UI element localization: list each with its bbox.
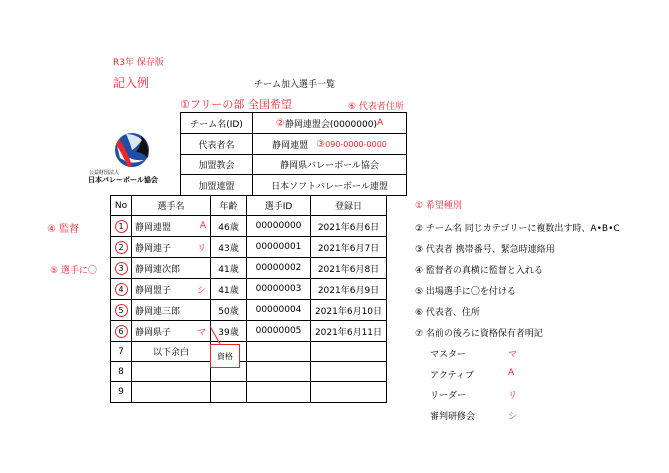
row-age: 50歳 (218, 306, 239, 317)
legend-item: ⑤ 出場選手に〇を付ける (415, 287, 516, 297)
assoc-value: 静岡県バレーボール協会 (280, 161, 379, 171)
row-id: 00000004 (255, 305, 302, 315)
row-no: 6 (111, 321, 131, 341)
row-name: 静岡連三郎 (135, 306, 181, 317)
row-date: 2021年6月7日 (317, 243, 380, 254)
association-logo (86, 130, 178, 186)
row-date: 2021年6月11日 (314, 327, 383, 338)
row-date: 2021年6月8日 (317, 264, 380, 275)
logo-small-text: 公益財団法人 (89, 170, 120, 176)
rep-cell (253, 134, 406, 154)
row-id: 00000000 (255, 221, 302, 231)
legend-item: ② チーム名 同じカテゴリーに複数出す時、A•B•C (415, 224, 620, 234)
row-no: 8 (118, 366, 124, 377)
logo-main-text: 日本バレーボール協会 (88, 176, 158, 184)
col-header-name: 選手名 (157, 202, 185, 212)
volleyball-logo-icon (86, 130, 178, 170)
edition-label: R3年 保存版 (113, 58, 164, 68)
team-name-suffix: A (376, 118, 384, 128)
marker-2: ② (275, 117, 285, 129)
qual-name: マスター (430, 350, 467, 360)
row-id: 00000002 (255, 263, 302, 273)
legend-item: ① 希望種別 (415, 201, 462, 211)
row-age: 46歳 (218, 222, 239, 233)
row-date: 2021年6月10日 (314, 306, 383, 317)
row-name: 静岡県子 マ (135, 327, 206, 338)
row-date: 2021年6月6日 (317, 222, 380, 233)
qual-name: リーダー (430, 391, 467, 401)
col-header-date: 登録日 (334, 202, 362, 212)
row-id: 00000003 (255, 284, 302, 294)
row-no: 2 (111, 237, 131, 257)
row-date: 2021年6月9日 (317, 285, 380, 296)
row-name: 静岡連子 リ (135, 243, 206, 254)
qual-mark: リ (508, 391, 518, 401)
qual-name: 審判研修会 (430, 412, 476, 422)
team-name-label: チーム名(ID) (190, 119, 243, 130)
example-label: 記入例 (113, 76, 150, 90)
rep-value: 静岡連盟 (272, 140, 309, 151)
row-age: 41歳 (218, 264, 239, 275)
row-age: 41歳 (218, 285, 239, 296)
col-header-id: 選手ID (264, 202, 293, 212)
qual-mark: マ (508, 350, 518, 360)
row-name: 静岡連次郎 (135, 264, 181, 275)
assoc-label: 加盟教会 (198, 161, 235, 171)
row-name: 静岡盟子 シ (135, 285, 206, 296)
marker-3: ③ (316, 138, 326, 150)
rep-label: 代表者名 (198, 140, 235, 151)
qualification-callout: 資格 (210, 344, 240, 368)
col-header-no: No (114, 200, 128, 211)
row-id: 00000001 (255, 242, 302, 252)
fed-label: 加盟連盟 (198, 181, 235, 192)
manager-note: ④ 監督 (47, 224, 80, 235)
legend-item: ⑥ 代表者、住所 (415, 308, 480, 318)
row-no: 9 (118, 387, 124, 397)
qual-name: アクティブ (430, 371, 475, 381)
team-name-value: 静岡連盟会(0000000) (284, 119, 377, 130)
row-age: 43歳 (218, 243, 239, 254)
col-header-age: 年齢 (219, 202, 238, 212)
qual-mark: A (508, 368, 515, 378)
row-no: 7 (118, 346, 124, 357)
legend-item: ③ 代表者 携帯番号、緊急時連絡用 (415, 245, 555, 255)
legend-item: ④ 監督者の真横に監督と入れる (415, 266, 543, 276)
row-name: 以下余白 (152, 348, 189, 358)
team-name-cell (253, 113, 406, 133)
category-note: ①フリーの部 全国希望 (180, 98, 292, 111)
player-circle-note: ⑤ 選手に〇 (50, 266, 97, 276)
row-name: 静岡連盟 A (135, 221, 206, 233)
qual-mark: シ (508, 412, 518, 422)
fed-value: 日本ソフトバレーボール連盟 (271, 181, 388, 192)
doc-title: チーム加入選手一覧 (254, 80, 336, 90)
row-no: 4 (111, 279, 131, 299)
rep-address-note: ⑥ 代表者住所 (348, 102, 404, 112)
row-id: 00000005 (255, 326, 302, 336)
row-no: 3 (111, 258, 131, 278)
row-no: 1 (111, 216, 131, 236)
callout-arrow (208, 324, 234, 346)
rep-phone: 090-0000-0000 (325, 139, 387, 149)
row-age: 39歳 (218, 327, 239, 338)
row-no: 5 (111, 300, 131, 320)
legend-item: ⑦ 名前の後ろに資格保有者明記 (415, 329, 543, 339)
